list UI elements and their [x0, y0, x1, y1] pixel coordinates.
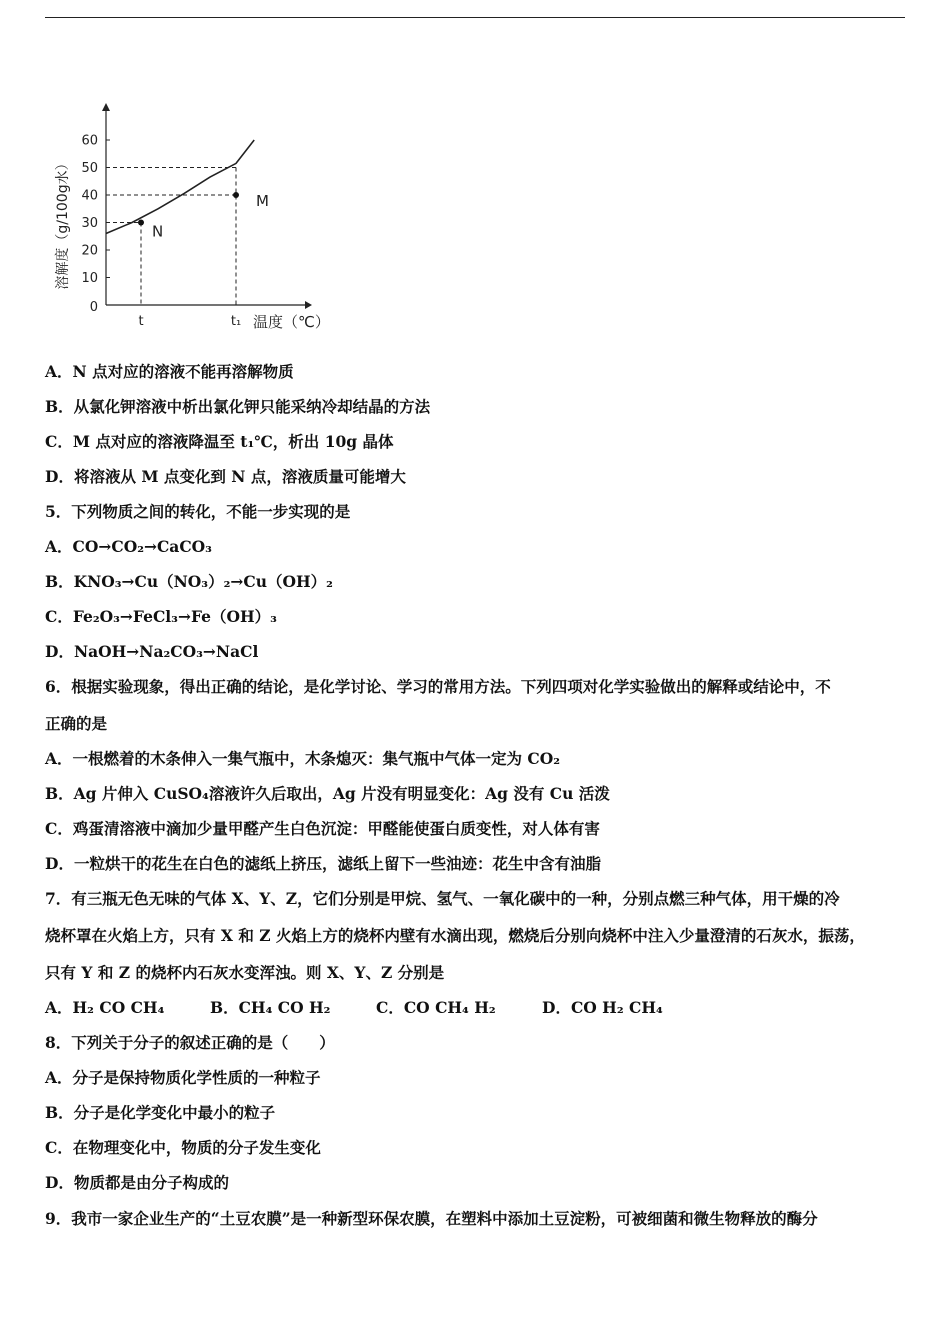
- q6-option-c: C．鸡蛋清溶液中滴加少量甲醛产生白色沉淀：甲醛能使蛋白质变性，对人体有害: [45, 819, 600, 838]
- y-tick-label: 30: [81, 216, 98, 231]
- q7-stem-line2: 烧杯罩在火焰上方，只有 X 和 Z 火焰上方的烧杯内壁有水滴出现，燃烧后分别向烧杯中注入少量澄清的石灰水，振荡，: [45, 926, 865, 945]
- x-tick-label: t: [138, 314, 144, 329]
- q8-option-d: D．物质都是由分子构成的: [45, 1173, 229, 1192]
- x-axis-arrow: [305, 301, 312, 309]
- q9-stem-line1: 9．我市一家企业生产的“土豆农膜”是一种新型环保农膜，在塑料中添加土豆淀粉，可被细菌和微生物释放的酶分: [45, 1209, 818, 1228]
- q5-option-a: A．CO→CO₂→CaCO₃: [45, 537, 212, 556]
- q7-option-d: D．CO H₂ CH₄: [542, 998, 663, 1017]
- q6-option-a: A．一根燃着的木条伸入一集气瓶中，木条熄灭：集气瓶中气体一定为 CO₂: [45, 749, 561, 768]
- q4-option-d: D．将溶液从 M 点变化到 N 点，溶液质量可能增大: [45, 467, 406, 486]
- q5-option-b: B．KNO₃→Cu（NO₃）₂→Cu（OH）₂: [45, 572, 333, 591]
- header-rule: [45, 17, 905, 18]
- q4-option-b: B．从氯化钾溶液中析出氯化钾只能采纳冷却结晶的方法: [45, 397, 431, 416]
- point-label: N: [152, 222, 164, 241]
- y-tick-label: 0: [89, 300, 98, 315]
- q7-option-c: C．CO CH₄ H₂: [376, 998, 496, 1017]
- q4-option-a: A．N 点对应的溶液不能再溶解物质: [45, 362, 294, 381]
- q8-option-b: B．分子是化学变化中最小的粒子: [45, 1103, 276, 1122]
- q8-option-a: A．分子是保持物质化学性质的一种粒子: [45, 1068, 321, 1087]
- q4-option-c: C．M 点对应的溶液降温至 t₁℃，析出 10g 晶体: [45, 432, 394, 451]
- y-tick-label: 40: [81, 188, 98, 204]
- solubility-chart: [40, 95, 340, 345]
- q7-options: [45, 998, 663, 1018]
- y-tick-label: 50: [81, 161, 98, 176]
- data-point: [138, 220, 144, 226]
- q7-option-b: B．CH₄ CO H₂: [210, 998, 331, 1017]
- q5-option-c: C．Fe₂O₃→FeCl₃→Fe（OH）₃: [45, 607, 277, 626]
- q8-option-c: C．在物理变化中，物质的分子发生变化: [45, 1138, 321, 1157]
- q6-stem-line1: 6．根据实验现象，得出正确的结论，是化学讨论、学习的常用方法。下列四项对化学实验做出的解释或结论中，不: [45, 677, 831, 696]
- x-axis-label: 温度（℃）: [253, 313, 330, 331]
- point-label: M: [256, 192, 269, 210]
- q6-option-d: D．一粒烘干的花生在白色的滤纸上挤压，滤纸上留下一些油迹：花生中含有油脂: [45, 854, 601, 873]
- q6-option-b: B．Ag 片伸入 CuSO₄溶液许久后取出，Ag 片没有明显变化：Ag 没有 Cu 活泼: [45, 784, 610, 803]
- q6-stem-line2: 正确的是: [45, 714, 108, 733]
- x-tick-label: t₁: [230, 314, 242, 329]
- y-tick-label: 10: [81, 271, 98, 286]
- data-point: [233, 192, 239, 198]
- q7-option-a: A．H₂ CO CH₄: [45, 998, 165, 1017]
- y-axis-arrow: [102, 103, 110, 111]
- y-tick-label: 20: [81, 243, 98, 259]
- q5-option-d: D．NaOH→Na₂CO₃→NaCl: [45, 642, 259, 661]
- y-axis-label: 溶解度（g/100g水）: [55, 156, 71, 290]
- q5-stem: 5．下列物质之间的转化，不能一步实现的是: [45, 502, 351, 521]
- y-tick-label: 60: [81, 133, 98, 149]
- solubility-curve: [106, 140, 254, 234]
- q8-stem: 8．下列关于分子的叙述正确的是（ ）: [45, 1033, 335, 1052]
- q7-stem-line3: 只有 Y 和 Z 的烧杯内石灰水变浑浊。则 X、Y、Z 分别是: [45, 963, 445, 982]
- q7-stem-line1: 7．有三瓶无色无味的气体 X、Y、Z，它们分别是甲烷、氢气、一氧化碳中的一种，分别点燃三种气体，用干燥的冷: [45, 889, 840, 908]
